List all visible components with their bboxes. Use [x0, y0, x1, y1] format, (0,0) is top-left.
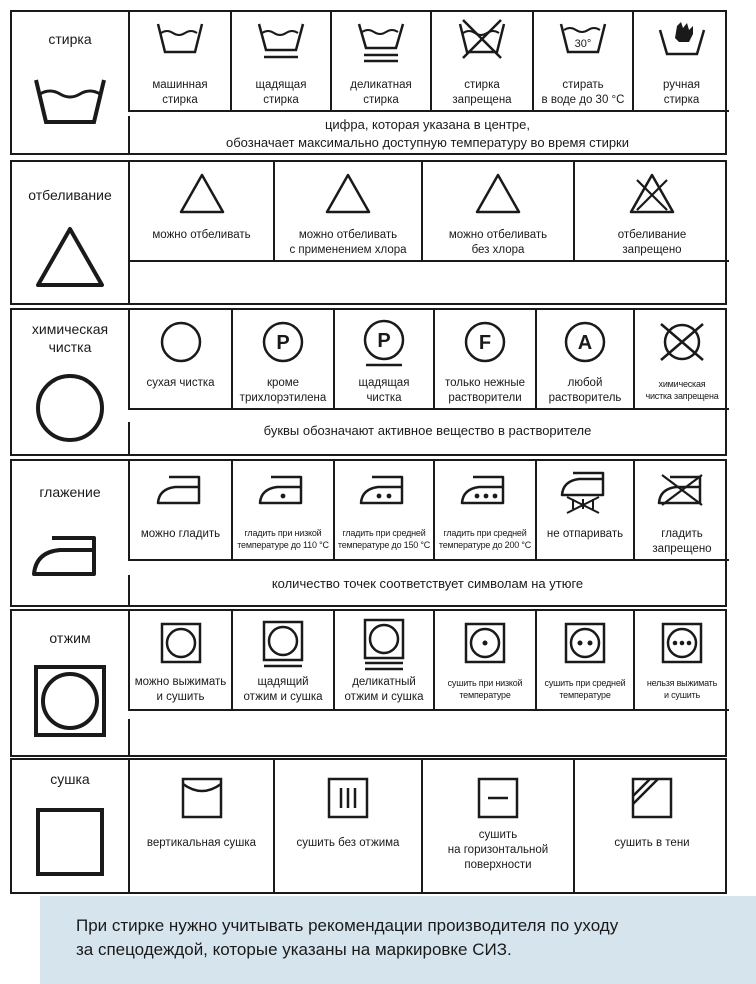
spinning-main — [12, 611, 128, 755]
iron-icon — [30, 517, 110, 597]
wash-tub-gentle-icon — [256, 20, 306, 62]
wash-cell-hand — [632, 12, 729, 112]
drying-section — [10, 758, 727, 894]
bleach-cell-label: можно отбеливать без хлора — [448, 229, 548, 256]
iron-cell-label: гладить запрещено — [652, 528, 712, 555]
dry-cell-shade — [573, 760, 729, 892]
iron-cell-forbidden — [633, 461, 729, 561]
circle-p-gentle-icon — [362, 318, 406, 368]
dry-clean-cell-a — [535, 310, 633, 410]
circle-f-icon — [463, 320, 507, 364]
dry-cell-label: сушить без отжима — [296, 837, 400, 849]
wash-cell-label: стирка запрещена — [452, 79, 512, 106]
dry-cleaning-section — [10, 308, 727, 456]
washing-title: стирка — [48, 31, 92, 47]
tumble-dry-low-icon — [463, 621, 507, 665]
drying-main — [12, 760, 128, 892]
footer-note-text: При стирке нужно учитывать рекомендации производителя по уходу за спецодеждой, которые указаны на маркировке СИЗ. — [76, 916, 619, 959]
dry-cell-flat — [421, 760, 573, 892]
washing-note: цифра, которая указана в центре, обозначает максимально доступную температуру во время стирки — [128, 116, 725, 153]
bleach-cell-label: отбеливание запрещено — [617, 229, 687, 256]
drying-title: сушка — [50, 771, 90, 787]
dry-clean-cell-forbidden — [633, 310, 729, 410]
dry-cleaning-note: буквы обозначают активное вещество в растворителе — [128, 422, 725, 454]
dry-cleaning-main — [12, 310, 128, 454]
circle-icon — [159, 320, 203, 364]
dry-cell-label: вертикальная сушка — [146, 837, 257, 849]
washing-main — [12, 12, 128, 153]
iron-cell-label: гладить при средней температуре до 150 °C — [337, 528, 431, 550]
wash-tub-delicate-icon — [356, 20, 406, 66]
dry-cleaning-title: химическая чистка — [31, 321, 109, 355]
dry-clean-cell-label: химическая чистка запрещена — [645, 379, 719, 401]
dry-clean-letter: A — [577, 332, 593, 354]
wash-temp-text: 30° — [574, 38, 592, 50]
triangle-icon — [473, 172, 523, 216]
iron-cell-label: не отпаривать — [546, 528, 624, 540]
iron-1-dot-icon — [257, 473, 309, 507]
wash-30-icon — [558, 20, 608, 60]
spinning-title: отжим — [49, 630, 91, 646]
no-iron-icon — [656, 473, 708, 507]
iron-cell-110 — [231, 461, 333, 561]
wash-tub-icon — [30, 64, 110, 144]
dry-clean-cell-f — [433, 310, 535, 410]
iron-cell-no-steam — [535, 461, 633, 561]
wash-cell-gentle — [230, 12, 330, 112]
dry-flat-icon — [476, 776, 520, 820]
line-dry-icon — [180, 776, 224, 820]
iron-cell-150 — [333, 461, 433, 561]
no-wash-icon — [457, 20, 507, 60]
wash-cell-label: машинная стирка — [152, 79, 208, 106]
ironing-note: количество точек соответствует символам на утюге — [128, 575, 725, 605]
wash-tub-icon — [155, 20, 205, 60]
tumble-dry-icon — [30, 661, 110, 741]
circle-a-icon — [563, 320, 607, 364]
bleach-cell-chlorine — [273, 162, 421, 262]
bleaching-section — [10, 160, 727, 305]
wash-cell-delicate — [330, 12, 430, 112]
tumble-dry-delicate-icon — [362, 617, 406, 671]
dry-shade-icon — [630, 776, 674, 820]
square-icon — [30, 802, 110, 882]
dry-cell-label: сушить на горизонтальной поверхности — [447, 829, 549, 871]
spin-cell-high — [633, 611, 729, 711]
drip-dry-icon — [326, 776, 370, 820]
dry-clean-cell-label: щадящая чистка — [358, 377, 410, 404]
spinning-section — [10, 609, 727, 757]
circle-p-icon — [261, 320, 305, 364]
dry-clean-letter: P — [377, 330, 391, 352]
no-bleach-icon — [627, 172, 677, 216]
tumble-dry-icon — [159, 621, 203, 665]
bleach-cell-any — [128, 162, 273, 262]
spin-cell-label: нельзя выжимать и сушить — [646, 678, 718, 700]
iron-cell-label: гладить при средней температуре до 200 °C — [438, 528, 532, 550]
triangle-icon — [323, 172, 373, 216]
bleach-cell-no-chlorine — [421, 162, 573, 262]
dry-cell-vertical — [128, 760, 273, 892]
dry-clean-letter: P — [276, 332, 290, 354]
bleaching-note — [128, 262, 725, 303]
no-dry-clean-icon — [655, 320, 709, 364]
spin-cell-label: деликатный отжим и сушка — [344, 676, 424, 703]
spin-cell-gentle — [231, 611, 333, 711]
tumble-dry-gentle-icon — [261, 619, 305, 669]
triangle-icon — [30, 218, 110, 298]
spin-cell-label: щадящий отжим и сушка — [243, 676, 323, 703]
bleach-cell-forbidden — [573, 162, 729, 262]
spin-cell-label: сушить при средней температуре — [544, 678, 626, 700]
tumble-dry-medium-icon — [563, 621, 607, 665]
ironing-section — [10, 459, 727, 607]
footer-note-box — [40, 896, 756, 984]
ironing-title: глажение — [39, 484, 101, 500]
spin-cell-delicate — [333, 611, 433, 711]
spin-cell-low — [433, 611, 535, 711]
wash-cell-machine — [128, 12, 230, 112]
wash-cell-label: стирать в воде до 30 °C — [541, 79, 625, 106]
washing-section — [10, 10, 727, 155]
spin-cell-label: сушить при низкой температуре — [447, 678, 523, 700]
dry-cell-no-spin — [273, 760, 421, 892]
iron-3-dots-icon — [459, 473, 511, 507]
wash-cell-30 — [532, 12, 632, 112]
bleaching-main — [12, 162, 128, 303]
triangle-icon — [177, 172, 227, 216]
tumble-dry-high-icon — [660, 621, 704, 665]
dry-clean-cell-label: сухая чистка — [146, 377, 215, 389]
bleach-cell-label: можно отбеливать с применением хлора — [289, 229, 407, 256]
wash-cell-label: ручная стирка — [663, 79, 700, 106]
iron-icon — [155, 473, 207, 507]
dry-clean-cell-p-gentle — [333, 310, 433, 410]
iron-cell-label: гладить при низкой температуре до 110 °C — [237, 528, 329, 550]
wash-cell-no-wash — [430, 12, 532, 112]
dry-clean-cell-any — [128, 310, 231, 410]
spinning-note — [128, 719, 725, 755]
iron-cell-any — [128, 461, 231, 561]
iron-cell-200 — [433, 461, 535, 561]
ironing-main — [12, 461, 128, 605]
dry-clean-cell-p — [231, 310, 333, 410]
bleaching-title: отбеливание — [28, 187, 112, 203]
dry-clean-cell-label: любой растворитель — [548, 377, 622, 404]
iron-cell-label: можно гладить — [140, 528, 221, 540]
bleach-cell-label: можно отбеливать — [152, 229, 251, 241]
spin-cell-label: можно выжимать и сушить — [134, 676, 227, 703]
wash-cell-label: щадящая стирка — [255, 79, 307, 106]
circle-icon — [30, 368, 110, 448]
no-steam-icon — [559, 469, 611, 513]
spin-cell-any — [128, 611, 231, 711]
spin-cell-medium — [535, 611, 633, 711]
dry-clean-letter: F — [478, 332, 492, 354]
dry-clean-cell-label: кроме трихлорэтилена — [239, 377, 327, 404]
iron-2-dots-icon — [358, 473, 410, 507]
dry-cell-label: сушить в тени — [614, 837, 690, 849]
wash-cell-label: деликатная стирка — [350, 79, 412, 106]
dry-clean-cell-label: только нежные растворители — [444, 377, 526, 404]
hand-wash-icon — [657, 20, 707, 60]
